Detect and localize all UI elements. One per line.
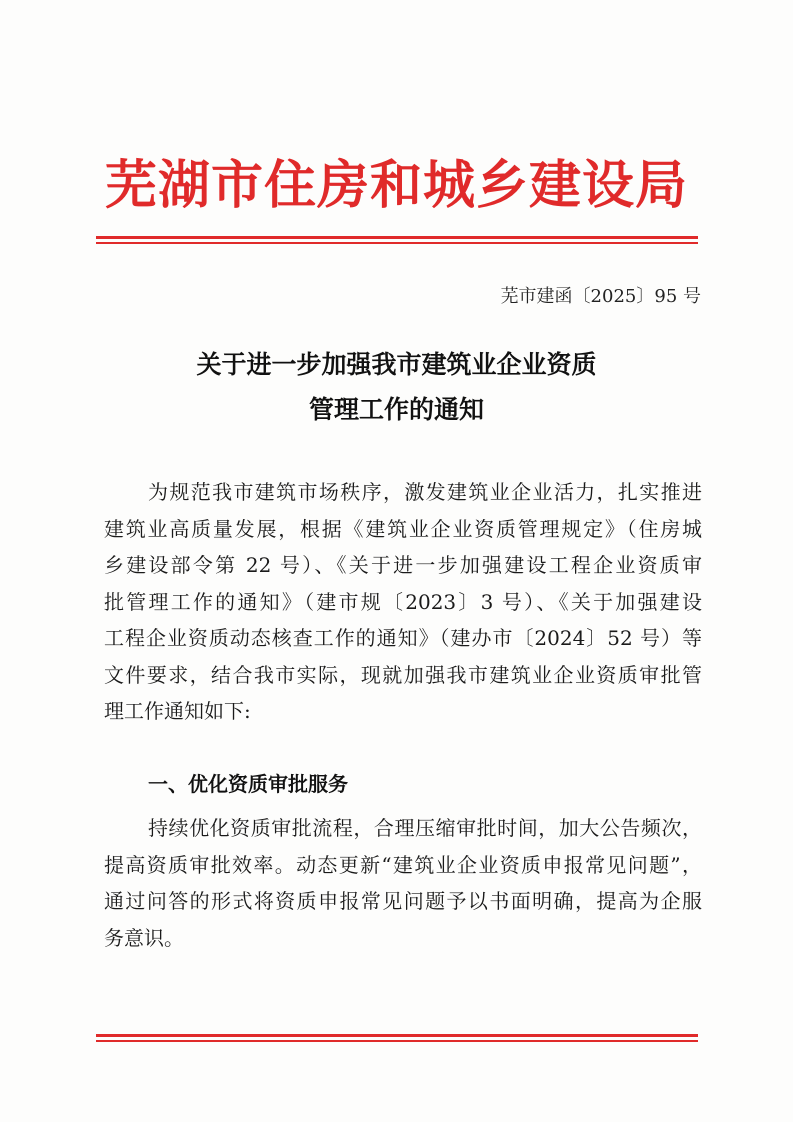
masthead-org-name: 芜湖市住房和城乡建设局 [104, 155, 688, 216]
red-rule-thin [96, 1040, 698, 1042]
paragraph-line: 持续优化资质审批流程，合理压缩审批时间，加大公告频次， [148, 816, 702, 840]
paragraph-line: 乡建设部令第 22 号）、《关于进一步加强建设工程企业资质审 [104, 553, 702, 577]
paragraph-line: 为规范我市建筑市场秩序，激发建筑业企业活力，扎实推进 [148, 480, 702, 504]
document-number: 芜市建函〔2025〕95 号 [500, 286, 701, 307]
section-paragraph [104, 810, 702, 956]
document-title [0, 342, 793, 432]
paragraph-line: 文件要求，结合我市实际，现就加强我市建筑业企业资质审批管 [104, 662, 702, 687]
paragraph-line: 理工作通知如下: [104, 699, 251, 723]
section-heading: 一、优化资质审批服务 [148, 772, 348, 796]
red-rule-thin [96, 242, 698, 244]
paragraph-line: 通过问答的形式将资质申报常见问题予以书面明确，提高为企服 [104, 889, 702, 913]
red-rule-thick [96, 1034, 698, 1037]
paragraph-line: 建筑业高质量发展，根据《建筑业企业资质管理规定》（住房城 [104, 516, 702, 541]
paragraph-line: 务意识。 [104, 925, 184, 950]
paragraph-line: 批管理工作的通知》（建市规〔2023〕3 号）、《关于加强建设 [104, 589, 702, 614]
paragraph-line: 工程企业资质动态核查工作的通知》（建办市〔2024〕52 号）等 [104, 626, 702, 650]
footer-red-rule [96, 1034, 698, 1042]
intro-paragraph [104, 474, 702, 730]
paragraph-line: 提高资质审批效率。动态更新“建筑业企业资质申报常见问题”， [104, 852, 702, 877]
title-line: 关于进一步加强我市建筑业企业资质 [196, 350, 597, 379]
red-rule-thick [96, 236, 698, 239]
title-line: 管理工作的通知 [308, 395, 484, 424]
masthead-red-rule [96, 236, 698, 244]
